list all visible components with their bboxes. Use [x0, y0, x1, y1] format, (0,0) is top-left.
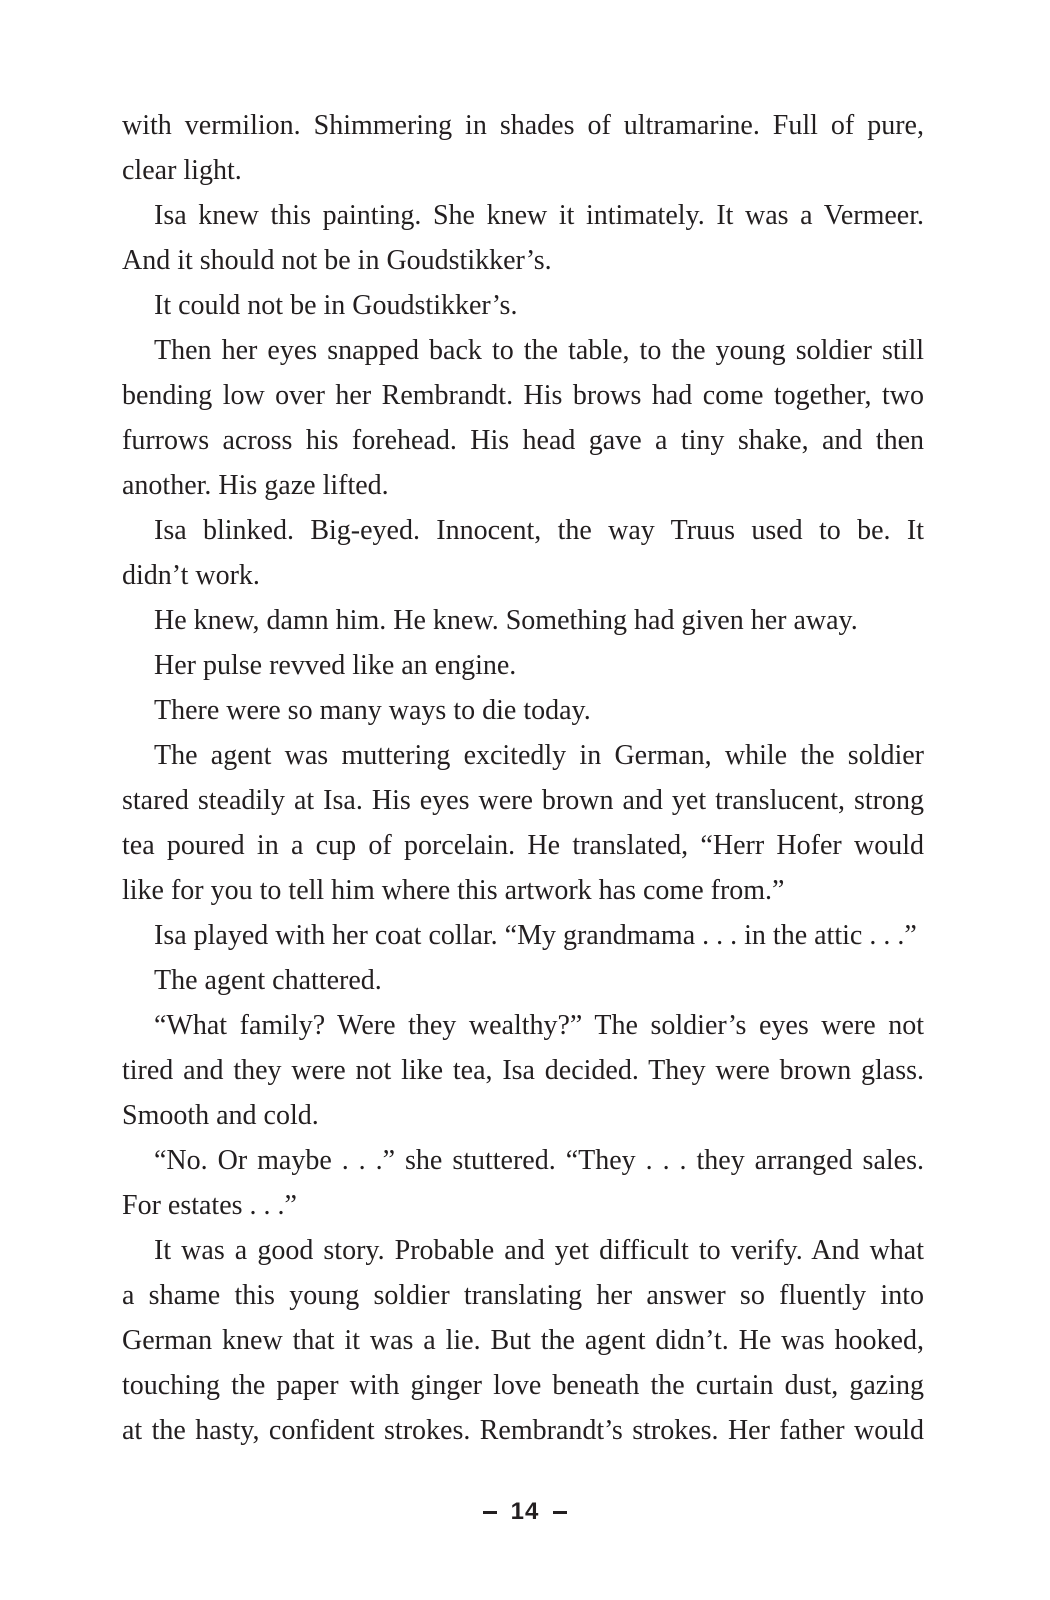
text-line: stared steadily at Isa. His eyes were brown and yet translucent, strong [122, 785, 924, 816]
paragraph [122, 103, 924, 193]
paragraph [122, 1138, 924, 1228]
text-line: It could not be in Goudstikker’s. [154, 290, 518, 321]
text-line: another. His gaze lifted. [122, 470, 389, 501]
paragraph [122, 193, 924, 283]
page-number: 14 [510, 1498, 540, 1525]
paragraph [122, 913, 924, 958]
text-line: For estates . . .” [122, 1190, 297, 1221]
text-line: Isa blinked. Big-eyed. Innocent, the way Truus used to be. It [154, 515, 924, 546]
text-line: Then her eyes snapped back to the table, to the young soldier still [154, 335, 924, 366]
paragraph [122, 733, 924, 913]
footer-dash-right [553, 1511, 567, 1514]
text-line: like for you to tell him where this artwork has come from.” [122, 875, 785, 906]
text-line: Isa played with her coat collar. “My grandmama . . . in the attic . . .” [154, 920, 917, 951]
text-line: bending low over her Rembrandt. His brows had come together, two [122, 380, 924, 411]
text-line: Smooth and cold. [122, 1100, 319, 1131]
paragraph [122, 958, 924, 1003]
text-line: a shame this young soldier translating her answer so fluently into [122, 1280, 924, 1311]
text-line: with vermilion. Shimmering in shades of ultramarine. Full of pure, [122, 110, 924, 141]
paragraph [122, 283, 924, 328]
text-line: “What family? Were they wealthy?” The soldier’s eyes were not [154, 1010, 924, 1041]
text-line: Isa knew this painting. She knew it intimately. It was a Vermeer. [154, 200, 924, 231]
text-line: Her pulse revved like an engine. [154, 650, 517, 681]
text-line: He knew, damn him. He knew. Something had given her away. [154, 605, 858, 636]
text-line: The agent chattered. [154, 965, 382, 996]
text-line: clear light. [122, 155, 242, 186]
text-line: touching the paper with ginger love beneath the curtain dust, gazing [122, 1370, 924, 1401]
text-line: didn’t work. [122, 560, 260, 591]
paragraph [122, 508, 924, 598]
paragraph [122, 598, 924, 643]
paragraph [122, 688, 924, 733]
text-line: “No. Or maybe . . .” she stuttered. “They . . . they arranged sales. [154, 1145, 924, 1176]
text-line: German knew that it was a lie. But the agent didn’t. He was hooked, [122, 1325, 924, 1356]
text-line: tea poured in a cup of porcelain. He translated, “Herr Hofer would [122, 830, 924, 861]
text-line: There were so many ways to die today. [154, 695, 591, 726]
paragraph [122, 1228, 924, 1453]
paragraph [122, 328, 924, 508]
text-line: tired and they were not like tea, Isa decided. They were brown glass. [122, 1055, 924, 1086]
text-line: And it should not be in Goudstikker’s. [122, 245, 552, 276]
body-text [122, 103, 924, 1453]
footer-dash-left [483, 1511, 497, 1514]
paragraph [122, 643, 924, 688]
paragraph [122, 1003, 924, 1138]
text-line: It was a good story. Probable and yet difficult to verify. And what [154, 1235, 924, 1266]
text-line: at the hasty, confident strokes. Rembrandt’s strokes. Her father would [122, 1415, 924, 1446]
text-line: furrows across his forehead. His head gave a tiny shake, and then [122, 425, 924, 456]
page-footer [0, 1498, 1050, 1526]
text-line: The agent was muttering excitedly in German, while the soldier [154, 740, 924, 771]
